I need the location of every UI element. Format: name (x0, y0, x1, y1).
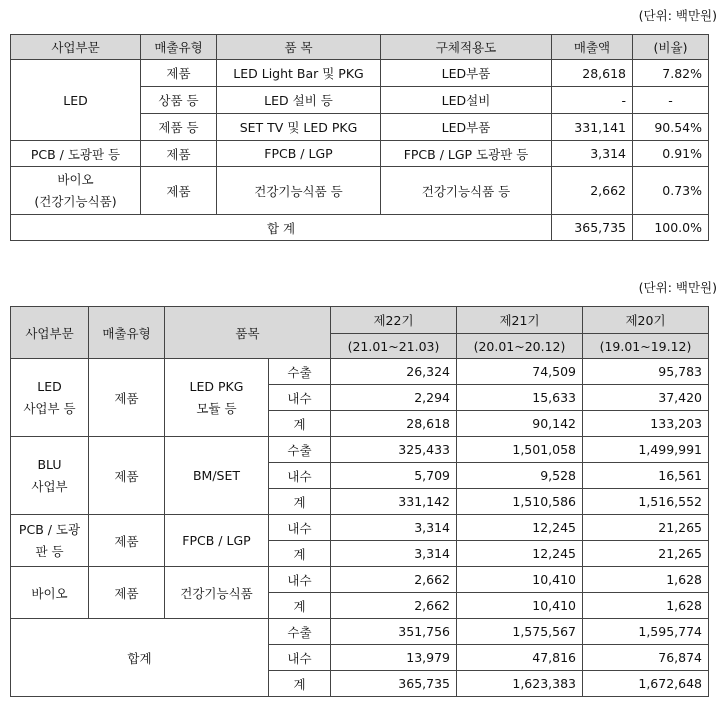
value-cell: 74,509 (457, 359, 583, 385)
amount-cell: 331,141 (552, 114, 633, 141)
segment-led-line2: 사업부 등 (23, 400, 76, 416)
value-cell: 10,410 (457, 593, 583, 619)
ratio-cell: 0.73% (633, 167, 709, 215)
value-cell: 5,709 (331, 463, 457, 489)
item-bio: 건강기능식품 (165, 567, 269, 619)
value-cell: 10,410 (457, 567, 583, 593)
amount-cell: 28,618 (552, 60, 633, 87)
header-range-20: (19.01~19.12) (583, 334, 709, 359)
segment-bio: 바이오 (11, 567, 89, 619)
item-led-line2: 모듈 등 (196, 400, 237, 416)
kind-cell: 내수 (269, 463, 331, 489)
value-cell: 1,628 (583, 567, 709, 593)
kind-cell: 내수 (269, 515, 331, 541)
kind-cell: 계 (269, 671, 331, 697)
item-pcb: FPCB / LGP (165, 515, 269, 567)
value-cell: 331,142 (331, 489, 457, 515)
header-range-21: (20.01~20.12) (457, 334, 583, 359)
item-cell: LED 설비 등 (217, 87, 381, 114)
segment-bio-line2: (건강기능식품) (34, 193, 117, 209)
use-cell: LED설비 (381, 87, 552, 114)
table-row (11, 567, 709, 593)
value-cell: 1,575,567 (457, 619, 583, 645)
segment-bio (11, 167, 141, 215)
table2-header-row (11, 307, 709, 334)
use-cell: FPCB / LGP 도광판 등 (381, 141, 552, 167)
total-ratio: 100.0% (633, 215, 709, 241)
kind-cell: 내수 (269, 567, 331, 593)
segment-blu (11, 437, 89, 515)
amount-cell: 2,662 (552, 167, 633, 215)
use-cell: LED부품 (381, 114, 552, 141)
type-cell: 제품 (89, 567, 165, 619)
segment-blu-line2: 사업부 (31, 478, 68, 494)
table-row (11, 359, 709, 385)
type-cell: 제품 (141, 141, 217, 167)
type-cell: 제품 (89, 437, 165, 515)
item-cell: FPCB / LGP (217, 141, 381, 167)
table1-header-row (11, 35, 709, 60)
header-segment: 사업부문 (11, 35, 141, 60)
table1-total-row (11, 215, 709, 241)
value-cell: 1,672,648 (583, 671, 709, 697)
segment-led: LED (11, 60, 141, 141)
item-cell: 건강기능식품 등 (217, 167, 381, 215)
header-range-22: (21.01~21.03) (331, 334, 457, 359)
kind-cell: 계 (269, 541, 331, 567)
kind-cell: 수출 (269, 437, 331, 463)
value-cell: 47,816 (457, 645, 583, 671)
value-cell: 26,324 (331, 359, 457, 385)
segment-pcb-line2: 판 등 (35, 543, 64, 559)
value-cell: 133,203 (583, 411, 709, 437)
value-cell: 21,265 (583, 515, 709, 541)
ratio-cell: 0.91% (633, 141, 709, 167)
item-led-line1: LED PKG (189, 378, 244, 394)
table-row (11, 619, 709, 645)
sales-table-1 (10, 34, 709, 241)
item-led (165, 359, 269, 437)
type-cell: 제품 등 (141, 114, 217, 141)
header-use: 구체적용도 (381, 35, 552, 60)
segment-led (11, 359, 89, 437)
ratio-cell: 7.82% (633, 60, 709, 87)
header-segment: 사업부문 (11, 307, 89, 359)
value-cell: 9,528 (457, 463, 583, 489)
header-type: 매출유형 (89, 307, 165, 359)
amount-cell: - (552, 87, 633, 114)
table-row (11, 437, 709, 463)
ratio-cell: - (633, 87, 709, 114)
item-cell: SET TV 및 LED PKG (217, 114, 381, 141)
value-cell: 351,756 (331, 619, 457, 645)
value-cell: 1,628 (583, 593, 709, 619)
value-cell: 1,510,586 (457, 489, 583, 515)
value-cell: 12,245 (457, 541, 583, 567)
segment-pcb: PCB / 도광판 등 (11, 141, 141, 167)
header-ratio: (비율) (633, 35, 709, 60)
header-item: 품 목 (217, 35, 381, 60)
amount-cell: 3,314 (552, 141, 633, 167)
value-cell: 37,420 (583, 385, 709, 411)
segment-led-line1: LED (37, 378, 62, 394)
value-cell: 1,623,383 (457, 671, 583, 697)
kind-cell: 수출 (269, 619, 331, 645)
kind-cell: 계 (269, 411, 331, 437)
value-cell: 21,265 (583, 541, 709, 567)
type-cell: 제품 (89, 359, 165, 437)
header-item: 품목 (165, 307, 331, 359)
kind-cell: 내수 (269, 645, 331, 671)
use-cell: 건강기능식품 등 (381, 167, 552, 215)
kind-cell: 내수 (269, 385, 331, 411)
value-cell: 15,633 (457, 385, 583, 411)
total-label: 합 계 (11, 215, 552, 241)
value-cell: 1,501,058 (457, 437, 583, 463)
value-cell: 365,735 (331, 671, 457, 697)
sales-table-2 (10, 306, 709, 697)
header-period-22: 제22기 (331, 307, 457, 334)
value-cell: 2,662 (331, 593, 457, 619)
value-cell: 16,561 (583, 463, 709, 489)
use-cell: LED부품 (381, 60, 552, 87)
unit-label-2: (단위: 백만원) (638, 280, 717, 295)
value-cell: 1,516,552 (583, 489, 709, 515)
value-cell: 95,783 (583, 359, 709, 385)
value-cell: 28,618 (331, 411, 457, 437)
segment-pcb-line1: PCB / 도광 (18, 521, 81, 537)
value-cell: 1,499,991 (583, 437, 709, 463)
value-cell: 90,142 (457, 411, 583, 437)
type-cell: 제품 (141, 60, 217, 87)
kind-cell: 계 (269, 593, 331, 619)
value-cell: 13,979 (331, 645, 457, 671)
value-cell: 1,595,774 (583, 619, 709, 645)
table-row (11, 60, 709, 87)
table-row (11, 167, 709, 215)
total-amount: 365,735 (552, 215, 633, 241)
ratio-cell: 90.54% (633, 114, 709, 141)
item-blu: BM/SET (165, 437, 269, 515)
table-row (11, 141, 709, 167)
unit-label-1: (단위: 백만원) (638, 8, 717, 23)
value-cell: 2,662 (331, 567, 457, 593)
value-cell: 3,314 (331, 515, 457, 541)
item-cell: LED Light Bar 및 PKG (217, 60, 381, 87)
table-row (11, 515, 709, 541)
kind-cell: 수출 (269, 359, 331, 385)
kind-cell: 계 (269, 489, 331, 515)
header-type: 매출유형 (141, 35, 217, 60)
type-cell: 상품 등 (141, 87, 217, 114)
segment-blu-line1: BLU (37, 456, 62, 472)
header-period-21: 제21기 (457, 307, 583, 334)
value-cell: 325,433 (331, 437, 457, 463)
value-cell: 76,874 (583, 645, 709, 671)
type-cell: 제품 (141, 167, 217, 215)
segment-pcb (11, 515, 89, 567)
header-amount: 매출액 (552, 35, 633, 60)
type-cell: 제품 (89, 515, 165, 567)
segment-bio-line1: 바이오 (57, 171, 94, 187)
value-cell: 3,314 (331, 541, 457, 567)
value-cell: 12,245 (457, 515, 583, 541)
grand-total-label: 합계 (11, 619, 269, 697)
value-cell: 2,294 (331, 385, 457, 411)
header-period-20: 제20기 (583, 307, 709, 334)
